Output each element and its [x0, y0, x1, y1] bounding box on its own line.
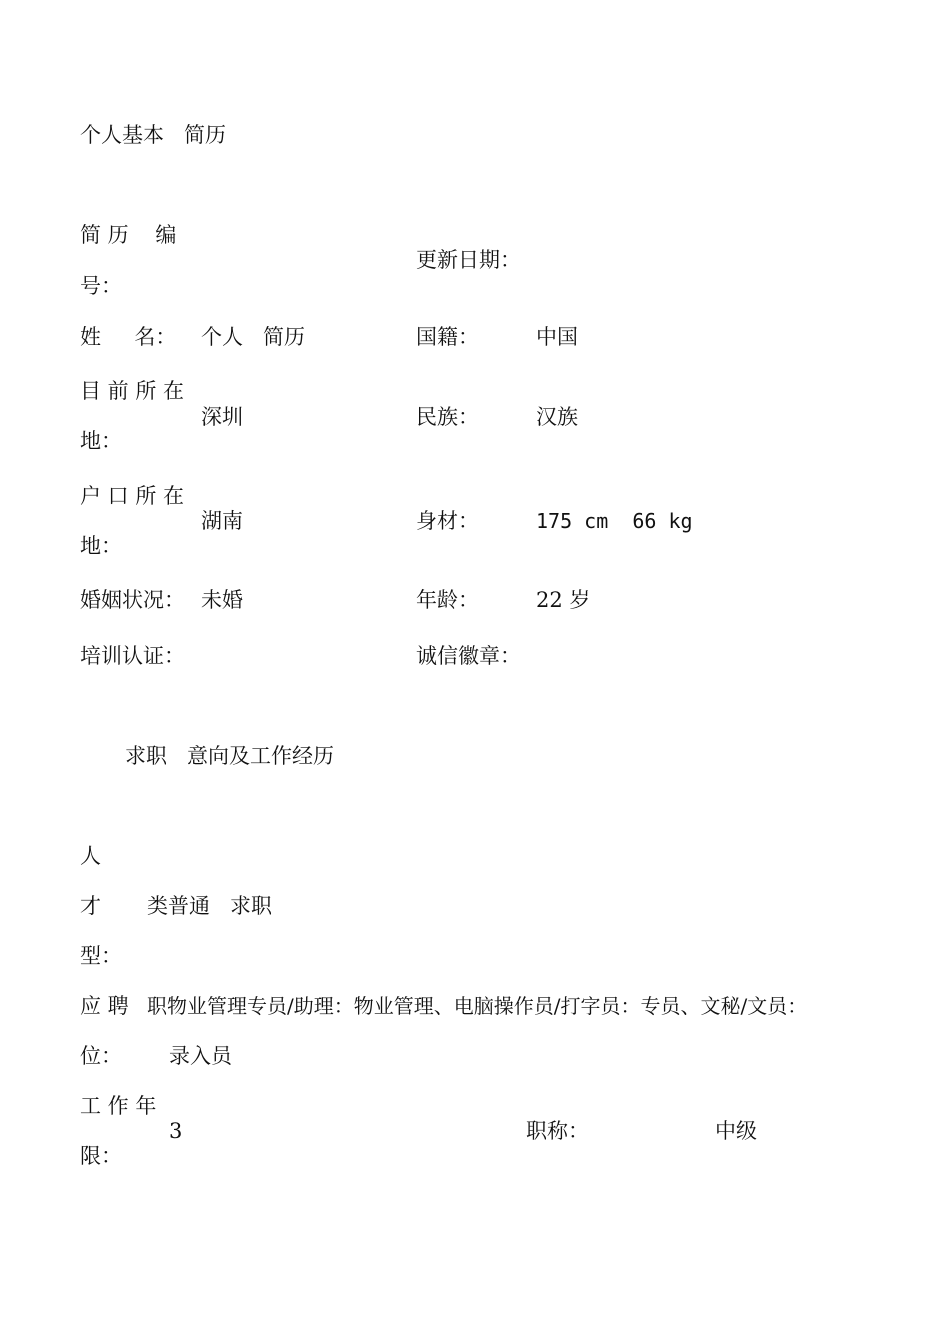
position-label: 应 聘: [80, 994, 129, 1018]
section-title-job-intent: 求职 意向及工作经历: [125, 744, 335, 768]
location-label: 目 前 所 在: [80, 379, 185, 403]
talent-type-label-cont: 才: [80, 894, 101, 918]
name-label: 姓 名：: [80, 325, 177, 349]
age-label: 年龄：: [416, 588, 479, 612]
nationality-label: 国籍：: [416, 325, 479, 349]
talent-type-label-end: 型：: [80, 944, 122, 968]
body-value: 175 cm 66 kg: [536, 509, 693, 533]
position-label-cont: 位：: [80, 1044, 122, 1068]
talent-type-label: 人: [80, 844, 101, 868]
body-label: 身材：: [416, 509, 479, 533]
update-date-label: 更新日期：: [416, 248, 521, 272]
location-value: 深圳: [201, 405, 243, 429]
resume-no-label: 简 历 编: [80, 223, 177, 247]
job-title-label: 职称：: [526, 1119, 589, 1143]
badge-label: 诚信徽章：: [416, 644, 521, 668]
name-value: 个人 简历: [201, 325, 306, 349]
job-title-value: 中级: [715, 1119, 757, 1143]
marital-value: 未婚: [201, 588, 243, 612]
location-label-cont: 地：: [80, 429, 122, 453]
marital-label: 婚姻状况：: [80, 588, 185, 612]
work-years-label-cont: 限：: [80, 1144, 122, 1168]
hukou-value: 湖南: [201, 509, 243, 533]
hukou-label: 户 口 所 在: [80, 484, 185, 508]
work-years-label: 工 作 年: [80, 1094, 157, 1118]
nationality-value: 中国: [536, 325, 578, 349]
age-value: 22 岁: [536, 588, 591, 612]
talent-type-value: 类普通 求职: [147, 894, 273, 918]
resume-no-label-cont: 号：: [80, 274, 122, 298]
hukou-label-cont: 地：: [80, 534, 122, 558]
ethnicity-label: 民族：: [416, 405, 479, 429]
section-title-basic-info: 个人基本 简历: [80, 123, 227, 147]
ethnicity-value: 汉族: [536, 405, 578, 429]
training-label: 培训认证：: [80, 644, 185, 668]
work-years-value: 3: [169, 1119, 183, 1143]
position-value-cont: 录入员: [169, 1044, 232, 1068]
position-value: 职物业管理专员/助理：物业管理、电脑操作员/打字员：专员、文秘/文员：: [147, 994, 808, 1018]
